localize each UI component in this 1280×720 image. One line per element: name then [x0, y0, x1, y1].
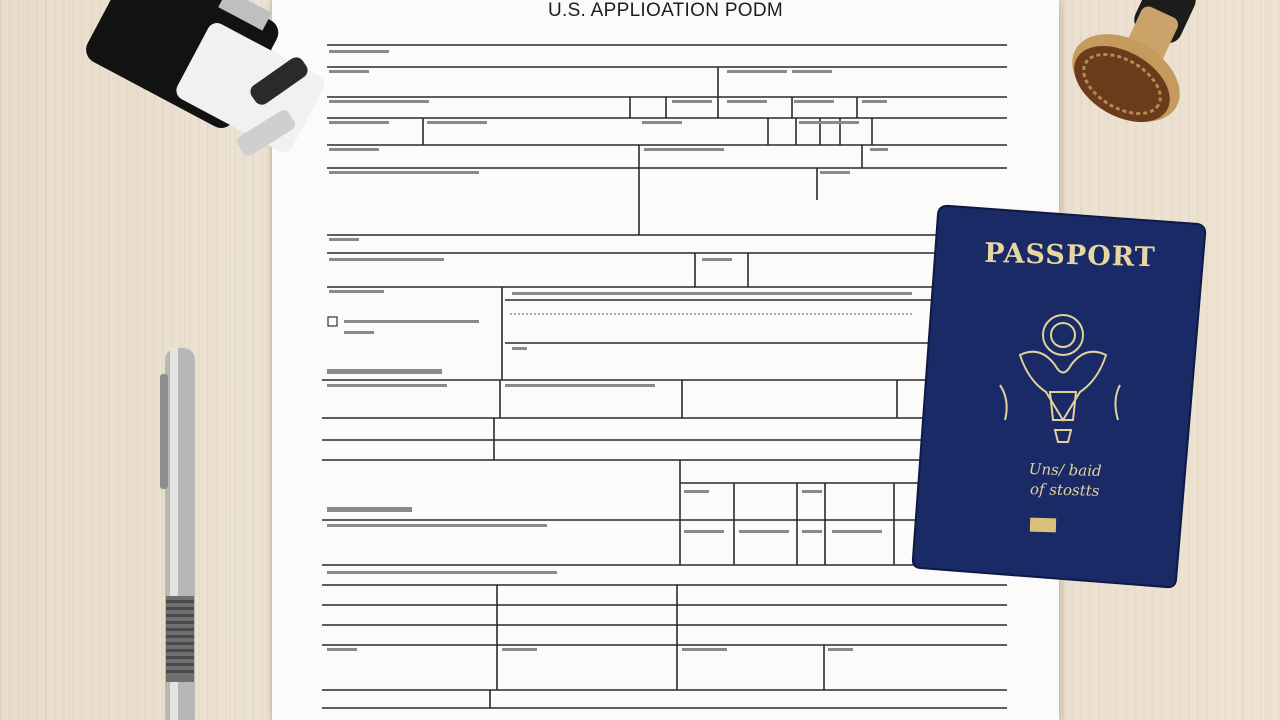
passport-title: PASSPORT	[983, 237, 1157, 274]
passport-caption	[990, 458, 1141, 502]
form-title: U.S. APPLIOATION PODM	[547, 0, 784, 21]
self-inking-stamp	[81, 0, 327, 158]
passport-caption-line2: of stostts	[1029, 480, 1100, 500]
biometric-chip-icon	[1030, 518, 1056, 533]
ballpoint-pen	[160, 348, 195, 720]
wooden-rubber-stamp	[1057, 0, 1201, 140]
passport-caption-line1: Uns/ baid	[1028, 460, 1102, 480]
